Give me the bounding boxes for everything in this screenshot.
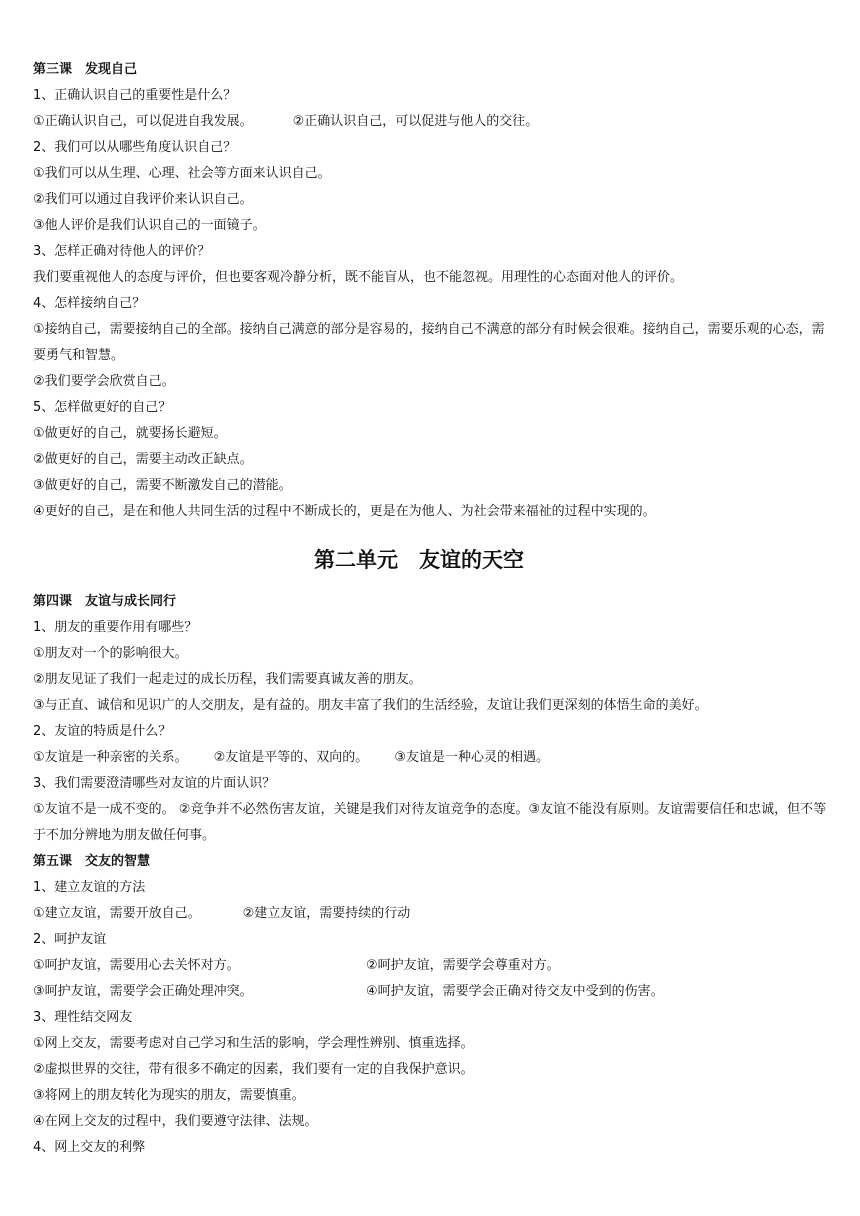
answer-line bbox=[33, 745, 833, 771]
answer-item: ①朋友对一个的影响很大。 bbox=[33, 646, 188, 661]
unit-2-heading: 第二单元 友谊的天空 bbox=[314, 548, 524, 572]
question-4: 4、怎样接纳自己？ bbox=[33, 296, 146, 311]
answer-item: ②朋友见证了我们一起走过的成长历程，我们需要真诚友善的朋友。 bbox=[33, 672, 422, 687]
answer-item: ④在网上交友的过程中，我们要遵守法律、法规。 bbox=[33, 1114, 318, 1129]
answer-item: ③与正直、诚信和见识广的人交朋友，是有益的。朋友丰富了我们的生活经验，友谊让我们更深刻的体悟生命的美好。 bbox=[33, 698, 708, 713]
lesson-5-title: 第五课 交友的智慧 bbox=[33, 854, 151, 869]
answer-item: ②我们可以通过自我评价来认识自己。 bbox=[33, 192, 253, 207]
question-3: 3、理性结交网友 bbox=[33, 1010, 133, 1025]
question-3: 3、怎样正确对待他人的评价？ bbox=[33, 244, 211, 259]
answer-item: 我们要重视他人的态度与评价，但也要客观冷静分析，既不能盲从，也不能忽视。用理性的心态面对他人的评价。 bbox=[33, 270, 684, 285]
answer-item: ②友谊是平等的、双向的。 bbox=[213, 750, 369, 765]
answer-item: ②建立友谊，需要持续的行动 bbox=[242, 906, 411, 921]
answer-item: ①网上交友，需要考虑对自己学习和生活的影响，学会理性辨别、慎重选择。 bbox=[33, 1036, 474, 1051]
answer-item: ①做更好的自己，就要扬长避短。 bbox=[33, 426, 227, 441]
question-1: 1、正确认识自己的重要性是什么？ bbox=[33, 88, 237, 103]
question-2: 2、友谊的特质是什么？ bbox=[33, 724, 172, 739]
answer-item: ②我们要学会欣赏自己。 bbox=[33, 374, 175, 389]
answer-item: ①呵护友谊，需要用心去关怀对方。 bbox=[33, 958, 240, 973]
question-3: 3、我们需要澄清哪些对友谊的片面认识？ bbox=[33, 776, 276, 791]
answer-item: ②呵护友谊，需要学会尊重对方。 bbox=[366, 958, 560, 973]
answer-item: ①建立友谊，需要开放自己。 bbox=[33, 906, 201, 921]
answer-paragraph: ①友谊不是一成不变的。 ②竞争并不必然伤害友谊，关键是我们对待友谊竞争的态度。③友谊不能没有原则。友谊需要信任和忠诚，但不等于不加分辨地为朋友做任何事。 bbox=[33, 802, 827, 843]
answer-item: ②做更好的自己，需要主动改正缺点。 bbox=[33, 452, 253, 467]
answer-item: ③友谊是一种心灵的相遇。 bbox=[394, 750, 549, 765]
answer-paragraph: ①接纳自己，需要接纳自己的全部。接纳自己满意的部分是容易的，接纳自己不满意的部分有时候会很难。接纳自己，需要乐观的心态，需要勇气和智慧。 bbox=[33, 322, 825, 363]
answer-item: ③他人评价是我们认识自己的一面镜子。 bbox=[33, 218, 266, 233]
answer-item: ④更好的自己，是在和他人共同生活的过程中不断成长的，更是在为他人、为社会带来福祉的过程中实现的。 bbox=[33, 504, 656, 519]
answer-item: ①我们可以从生理、心理、社会等方面来认识自己。 bbox=[33, 166, 331, 181]
question-2: 2、呵护友谊 bbox=[33, 932, 107, 947]
lesson-3-title: 第三课 发现自己 bbox=[33, 62, 138, 77]
question-5: 5、怎样做更好的自己？ bbox=[33, 400, 172, 415]
question-1: 1、建立友谊的方法 bbox=[33, 880, 146, 895]
answer-item: ③将网上的朋友转化为现实的朋友，需要慎重。 bbox=[33, 1088, 305, 1103]
answer-item: ②正确认识自己，可以促进与他人的交往。 bbox=[292, 114, 539, 129]
question-4: 4、网上交友的利弊 bbox=[33, 1140, 146, 1155]
answer-item: ②虚拟世界的交往，带有很多不确定的因素，我们要有一定的自我保护意识。 bbox=[33, 1062, 474, 1077]
answer-line bbox=[33, 953, 833, 979]
answer-item: ①友谊是一种亲密的关系。 bbox=[33, 750, 188, 765]
answer-item: ④呵护友谊，需要学会正确对待交友中受到的伤害。 bbox=[366, 984, 664, 999]
answer-line bbox=[33, 901, 833, 927]
question-2: 2、我们可以从哪些角度认识自己？ bbox=[33, 140, 237, 155]
question-1: 1、朋友的重要作用有哪些？ bbox=[33, 620, 198, 635]
answer-line bbox=[33, 979, 833, 1005]
answer-item: ①正确认识自己，可以促进自我发展。 bbox=[33, 114, 253, 129]
answer-item: ③做更好的自己，需要不断激发自己的潜能。 bbox=[33, 478, 292, 493]
document-page bbox=[33, 57, 833, 1161]
lesson-4-title: 第四课 友谊与成长同行 bbox=[33, 594, 177, 609]
answer-item: ③呵护友谊，需要学会正确处理冲突。 bbox=[33, 984, 253, 999]
answer-line bbox=[33, 109, 833, 135]
